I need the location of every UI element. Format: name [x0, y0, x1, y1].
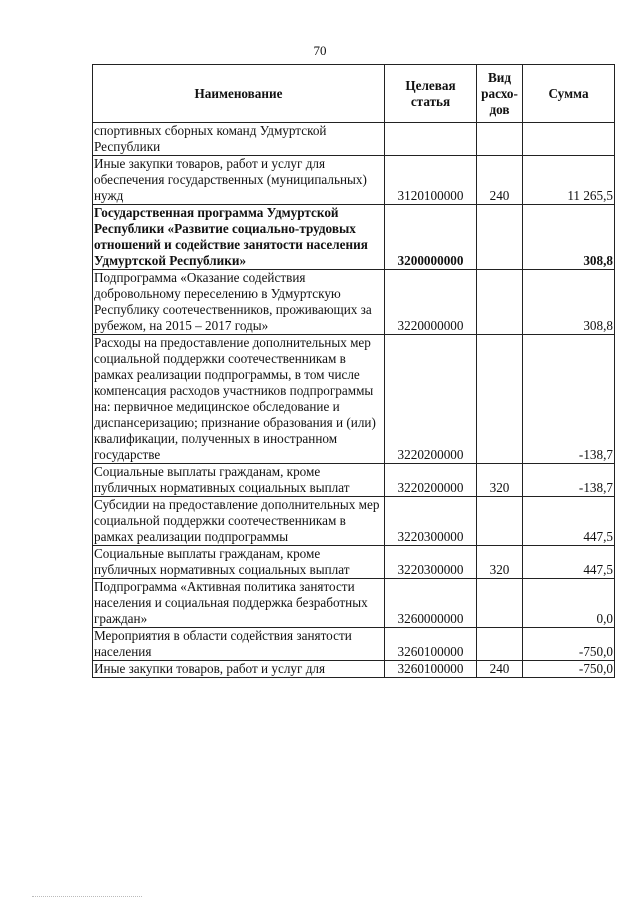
row-amount: -138,7 [523, 464, 615, 497]
row-amount: 447,5 [523, 497, 615, 546]
row-name: Иные закупки товаров, работ и услуг для обеспечения государственных (муниципальных) нужд [93, 156, 385, 205]
row-expense-type: 320 [477, 464, 523, 497]
row-target-article: 3220300000 [385, 546, 477, 579]
row-name: Иные закупки товаров, работ и услуг для [93, 661, 385, 678]
row-name: Субсидии на предоставление дополнительных мер социальной поддержки соотечественникам в рамках реализации подпрограммы [93, 497, 385, 546]
page-number: 70 [313, 43, 327, 58]
table-row [93, 464, 615, 497]
table-row [93, 123, 615, 156]
row-name: Мероприятия в области содействия занятости населения [93, 628, 385, 661]
row-expense-type: 240 [477, 661, 523, 678]
row-target-article [385, 123, 477, 156]
row-name: спортивных сборных команд Удмуртской Республики [93, 123, 385, 156]
row-amount: 308,8 [523, 270, 615, 335]
table-row [93, 579, 615, 628]
header-target: Целевая статья [385, 65, 477, 123]
table-row [93, 270, 615, 335]
row-target-article: 3200000000 [385, 205, 477, 270]
row-target-article: 3260100000 [385, 628, 477, 661]
row-target-article: 3220200000 [385, 335, 477, 464]
row-amount: 308,8 [523, 205, 615, 270]
row-target-article: 3260100000 [385, 661, 477, 678]
table-row [93, 156, 615, 205]
row-target-article: 3220200000 [385, 464, 477, 497]
row-expense-type [477, 205, 523, 270]
row-target-article: 3120100000 [385, 156, 477, 205]
row-target-article: 3220300000 [385, 497, 477, 546]
row-amount: 447,5 [523, 546, 615, 579]
row-name: Расходы на предоставление дополнительных мер социальной поддержки соотечественникам в рамках реализации подпрограммы, в том числе компенсация расходов участников подпрограммы на: первичное медицинское обследование и диспансеризацию; признание образования и (или) квалификации, полученных в иностранном государстве [93, 335, 385, 464]
row-target-article: 3220000000 [385, 270, 477, 335]
row-expense-type [477, 497, 523, 546]
table-row [93, 661, 615, 678]
row-name: Подпрограмма «Активная политика занятости населения и социальная поддержка безработных граждан» [93, 579, 385, 628]
row-amount: 11 265,5 [523, 156, 615, 205]
row-target-article: 3260000000 [385, 579, 477, 628]
row-amount: -138,7 [523, 335, 615, 464]
header-amount: Сумма [523, 65, 615, 123]
row-name: Социальные выплаты гражданам, кроме публичных нормативных социальных выплат [93, 546, 385, 579]
table-row [93, 546, 615, 579]
header-name: Наименование [93, 65, 385, 123]
scan-artifact [32, 896, 142, 899]
row-expense-type: 320 [477, 546, 523, 579]
header-expense-type: Вид расхо-дов [477, 65, 523, 123]
row-expense-type [477, 579, 523, 628]
row-amount: -750,0 [523, 661, 615, 678]
row-name: Подпрограмма «Оказание содействия добровольному переселению в Удмуртскую Республику соотечественников, проживающих за рубежом, на 2015 – 2017 годы» [93, 270, 385, 335]
row-amount [523, 123, 615, 156]
budget-table [92, 64, 615, 678]
row-expense-type [477, 123, 523, 156]
row-expense-type [477, 628, 523, 661]
table-row [93, 205, 615, 270]
table-row [93, 497, 615, 546]
row-amount: -750,0 [523, 628, 615, 661]
table-row [93, 628, 615, 661]
table-header-row [93, 65, 615, 123]
row-name: Социальные выплаты гражданам, кроме публичных нормативных социальных выплат [93, 464, 385, 497]
table-row [93, 335, 615, 464]
row-name: Государственная программа Удмуртской Республики «Развитие социально-трудовых отношений и содействие занятости населения Удмуртской Республики» [93, 205, 385, 270]
row-expense-type [477, 335, 523, 464]
row-amount: 0,0 [523, 579, 615, 628]
table-body [93, 123, 615, 678]
row-expense-type [477, 270, 523, 335]
row-expense-type: 240 [477, 156, 523, 205]
